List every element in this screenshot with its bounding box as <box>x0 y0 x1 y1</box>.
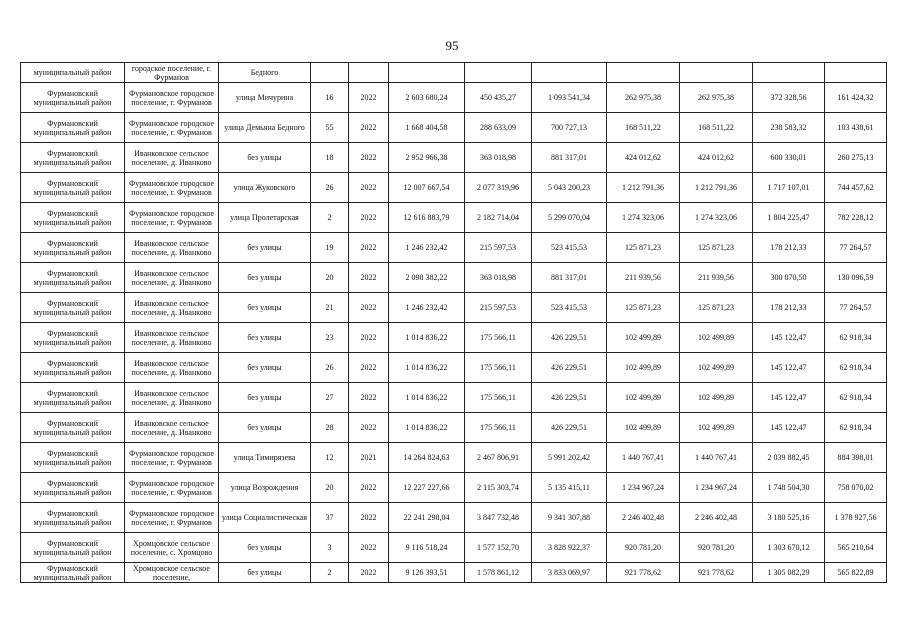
amount-cell: 77 264,57 <box>825 233 887 263</box>
table-row <box>21 383 887 413</box>
amount-cell: 1 274 323,06 <box>607 203 680 233</box>
amount-cell: 300 070,50 <box>753 263 825 293</box>
amount-cell: 1 234 967,24 <box>607 473 680 503</box>
table-row <box>21 563 887 583</box>
municipality-cell: Фурмановский муниципальный район <box>21 293 125 323</box>
amount-cell: 3 833 069,97 <box>532 563 607 583</box>
house-number-cell: 3 <box>311 533 349 563</box>
street-cell: без улицы <box>219 383 311 413</box>
amount-cell: 363 018,98 <box>465 263 532 293</box>
amount-cell: 600 330,01 <box>753 143 825 173</box>
amount-cell: 1 274 323,06 <box>680 203 753 233</box>
amount-cell: 168 511,22 <box>680 113 753 143</box>
amount-cell: 424 012,62 <box>607 143 680 173</box>
amount-cell: 1 578 861,12 <box>465 563 532 583</box>
settlement-cell: Иванковское сельское поселение, д. Иванково <box>125 143 219 173</box>
municipality-cell: Фурмановский муниципальный район <box>21 143 125 173</box>
settlement-cell: Иванковское сельское поселение, д. Иванково <box>125 383 219 413</box>
street-cell: без улицы <box>219 533 311 563</box>
settlement-cell: Хромцовское сельское поселение, с. Хромцово <box>125 533 219 563</box>
year-cell: 2022 <box>349 383 389 413</box>
table-row <box>21 413 887 443</box>
amount-cell: 1 234 967,24 <box>680 473 753 503</box>
amount-cell: 5 043 200,23 <box>532 173 607 203</box>
amount-cell: 5 991 202,42 <box>532 443 607 473</box>
total-cost-cell: 22 241 298,04 <box>389 503 465 533</box>
settlement-cell: Иванковское сельское поселение, д. Иванково <box>125 353 219 383</box>
municipality-cell: муниципальный район <box>21 63 125 83</box>
table-row <box>21 353 887 383</box>
house-number-cell: 55 <box>311 113 349 143</box>
amount-cell: 262 975,38 <box>680 83 753 113</box>
year-cell: 2022 <box>349 563 389 583</box>
amount-cell: 102 499,89 <box>607 323 680 353</box>
amount-cell: 102 499,89 <box>607 353 680 383</box>
page-number: 95 <box>445 38 459 53</box>
year-cell: 2022 <box>349 503 389 533</box>
amount-cell: 782 228,12 <box>825 203 887 233</box>
settlement-cell: Иванковское сельское поселение, д. Иванково <box>125 233 219 263</box>
table-row <box>21 263 887 293</box>
amount-cell: 881 317,01 <box>532 143 607 173</box>
amount-cell: 62 918,34 <box>825 383 887 413</box>
amount-cell: 2 115 303,74 <box>465 473 532 503</box>
house-number-cell: 26 <box>311 173 349 203</box>
settlement-cell: Фурмановское городское поселение, г. Фурманов <box>125 113 219 143</box>
house-number-cell: 26 <box>311 353 349 383</box>
register-table <box>20 62 887 583</box>
street-cell: без улицы <box>219 413 311 443</box>
total-cost-cell: 1 014 836,22 <box>389 383 465 413</box>
amount-cell: 102 499,89 <box>680 353 753 383</box>
house-number-cell: 16 <box>311 83 349 113</box>
total-cost-cell: 9 116 518,24 <box>389 533 465 563</box>
amount-cell: 145 122,47 <box>753 413 825 443</box>
amount-cell: 1 378 927,56 <box>825 503 887 533</box>
house-number-cell: 21 <box>311 293 349 323</box>
total-cost-cell: 2 603 680,24 <box>389 83 465 113</box>
amount-cell: 125 871,23 <box>607 293 680 323</box>
house-number-cell: 28 <box>311 413 349 443</box>
amount-cell <box>825 63 887 83</box>
amount-cell: 450 435,27 <box>465 83 532 113</box>
amount-cell: 178 212,33 <box>753 233 825 263</box>
amount-cell: 125 871,23 <box>680 233 753 263</box>
amount-cell: 426 229,51 <box>532 353 607 383</box>
year-cell: 2021 <box>349 443 389 473</box>
total-cost-cell: 12 227 227,66 <box>389 473 465 503</box>
house-number-cell: 20 <box>311 263 349 293</box>
amount-cell: 215 597,53 <box>465 233 532 263</box>
amount-cell: 2 182 714,04 <box>465 203 532 233</box>
total-cost-cell: 1 668 404,58 <box>389 113 465 143</box>
house-number-cell: 23 <box>311 323 349 353</box>
street-cell: улица Тимирязева <box>219 443 311 473</box>
amount-cell: 9 341 307,88 <box>532 503 607 533</box>
amount-cell: 1 305 082,29 <box>753 563 825 583</box>
year-cell: 2022 <box>349 473 389 503</box>
table-row <box>21 173 887 203</box>
amount-cell: 175 566,11 <box>465 413 532 443</box>
total-cost-cell: 1 014 836,22 <box>389 323 465 353</box>
amount-cell: 125 871,23 <box>680 293 753 323</box>
settlement-cell: Фурмановское городское поселение, г. Фурманов <box>125 443 219 473</box>
municipality-cell: Фурмановский муниципальный район <box>21 473 125 503</box>
amount-cell: 62 918,34 <box>825 413 887 443</box>
table-row <box>21 503 887 533</box>
settlement-cell: Фурмановское городское поселение, г. Фурманов <box>125 503 219 533</box>
year-cell: 2022 <box>349 413 389 443</box>
amount-cell: 920 781,20 <box>680 533 753 563</box>
amount-cell: 1 717 107,01 <box>753 173 825 203</box>
settlement-cell: городское поселение, г. Фурманов <box>125 63 219 83</box>
year-cell: 2022 <box>349 113 389 143</box>
year-cell: 2022 <box>349 173 389 203</box>
total-cost-cell: 2 098 382,22 <box>389 263 465 293</box>
amount-cell: 921 778,62 <box>680 563 753 583</box>
amount-cell: 1 440 767,41 <box>607 443 680 473</box>
amount-cell: 700 727,13 <box>532 113 607 143</box>
street-cell: без улицы <box>219 563 311 583</box>
amount-cell: 5 299 070,04 <box>532 203 607 233</box>
municipality-cell: Фурмановский муниципальный район <box>21 533 125 563</box>
amount-cell: 372 328,56 <box>753 83 825 113</box>
settlement-cell: Фурмановское городское поселение, г. Фурманов <box>125 83 219 113</box>
house-number-cell: 2 <box>311 563 349 583</box>
street-cell: улица Демьяна Бедного <box>219 113 311 143</box>
table-row <box>21 443 887 473</box>
amount-cell: 920 781,20 <box>607 533 680 563</box>
house-number-cell: 19 <box>311 233 349 263</box>
total-cost-cell: 9 126 393,51 <box>389 563 465 583</box>
total-cost-cell: 12 007 667,54 <box>389 173 465 203</box>
street-cell: без улицы <box>219 233 311 263</box>
street-cell: улица Социалистическая <box>219 503 311 533</box>
amount-cell: 102 499,89 <box>607 383 680 413</box>
total-cost-cell: 1 246 232,42 <box>389 233 465 263</box>
street-cell: без улицы <box>219 293 311 323</box>
amount-cell: 1 303 670,12 <box>753 533 825 563</box>
amount-cell: 62 918,34 <box>825 353 887 383</box>
municipality-cell: Фурмановский муниципальный район <box>21 443 125 473</box>
year-cell <box>349 63 389 83</box>
house-number-cell: 27 <box>311 383 349 413</box>
house-number-cell: 12 <box>311 443 349 473</box>
municipality-cell: Фурмановский муниципальный район <box>21 503 125 533</box>
amount-cell: 211 939,56 <box>607 263 680 293</box>
settlement-cell: Иванковское сельское поселение, д. Иванково <box>125 263 219 293</box>
street-cell: без улицы <box>219 143 311 173</box>
total-cost-cell: 12 616 883,79 <box>389 203 465 233</box>
amount-cell: 145 122,47 <box>753 353 825 383</box>
year-cell: 2022 <box>349 353 389 383</box>
amount-cell: 3 847 732,48 <box>465 503 532 533</box>
amount-cell: 523 415,53 <box>532 233 607 263</box>
table-row <box>21 113 887 143</box>
amount-cell: 424 012,62 <box>680 143 753 173</box>
amount-cell: 921 778,62 <box>607 563 680 583</box>
amount-cell: 288 633,09 <box>465 113 532 143</box>
amount-cell: 426 229,51 <box>532 413 607 443</box>
year-cell: 2022 <box>349 83 389 113</box>
municipality-cell: Фурмановский муниципальный район <box>21 563 125 583</box>
house-number-cell <box>311 63 349 83</box>
amount-cell: 215 597,53 <box>465 293 532 323</box>
amount-cell: 130 096,59 <box>825 263 887 293</box>
settlement-cell: Иванковское сельское поселение, д. Иванково <box>125 413 219 443</box>
street-cell: без улицы <box>219 323 311 353</box>
amount-cell: 102 499,89 <box>680 323 753 353</box>
street-cell: улица Возрождения <box>219 473 311 503</box>
amount-cell: 1 440 767,41 <box>680 443 753 473</box>
year-cell: 2022 <box>349 143 389 173</box>
year-cell: 2022 <box>349 233 389 263</box>
amount-cell: 565 822,89 <box>825 563 887 583</box>
amount-cell <box>607 63 680 83</box>
amount-cell: 5 135 415,11 <box>532 473 607 503</box>
amount-cell: 744 457,62 <box>825 173 887 203</box>
street-cell: улица Мичурина <box>219 83 311 113</box>
municipality-cell: Фурмановский муниципальный район <box>21 173 125 203</box>
amount-cell: 262 975,38 <box>607 83 680 113</box>
amount-cell: 426 229,51 <box>532 383 607 413</box>
amount-cell: 565 210,64 <box>825 533 887 563</box>
amount-cell: 884 398,01 <box>825 443 887 473</box>
amount-cell: 102 499,89 <box>680 383 753 413</box>
amount-cell: 145 122,47 <box>753 383 825 413</box>
settlement-cell: Иванковское сельское поселение, д. Иванково <box>125 323 219 353</box>
amount-cell: 260 275,13 <box>825 143 887 173</box>
amount-cell: 62 918,34 <box>825 323 887 353</box>
amount-cell <box>753 63 825 83</box>
municipality-cell: Фурмановский муниципальный район <box>21 383 125 413</box>
municipality-cell: Фурмановский муниципальный район <box>21 323 125 353</box>
street-cell: без улицы <box>219 263 311 293</box>
amount-cell: 426 229,51 <box>532 323 607 353</box>
house-number-cell: 2 <box>311 203 349 233</box>
amount-cell <box>532 63 607 83</box>
total-cost-cell: 14 264 824,63 <box>389 443 465 473</box>
amount-cell: 175 566,11 <box>465 353 532 383</box>
house-number-cell: 18 <box>311 143 349 173</box>
municipality-cell: Фурмановский муниципальный район <box>21 233 125 263</box>
amount-cell: 1 804 225,47 <box>753 203 825 233</box>
settlement-cell: Иванковское сельское поселение, д. Иванково <box>125 293 219 323</box>
amount-cell: 3 828 922,37 <box>532 533 607 563</box>
amount-cell: 102 499,89 <box>607 413 680 443</box>
amount-cell: 161 424,32 <box>825 83 887 113</box>
table-row <box>21 293 887 323</box>
amount-cell: 175 566,11 <box>465 383 532 413</box>
amount-cell: 3 180 525,16 <box>753 503 825 533</box>
settlement-cell: Хромцовское сельское поселение, <box>125 563 219 583</box>
total-cost-cell <box>389 63 465 83</box>
table-row <box>21 203 887 233</box>
amount-cell: 2 467 806,91 <box>465 443 532 473</box>
table-row <box>21 63 887 83</box>
total-cost-cell: 1 014 836,22 <box>389 413 465 443</box>
amount-cell <box>680 63 753 83</box>
amount-cell: 168 511,22 <box>607 113 680 143</box>
municipality-cell: Фурмановский муниципальный район <box>21 263 125 293</box>
settlement-cell: Фурмановское городское поселение, г. Фурманов <box>125 473 219 503</box>
amount-cell: 2 039 882,45 <box>753 443 825 473</box>
street-cell: без улицы <box>219 353 311 383</box>
amount-cell: 145 122,47 <box>753 323 825 353</box>
municipality-cell: Фурмановский муниципальный район <box>21 83 125 113</box>
table-row <box>21 83 887 113</box>
house-number-cell: 37 <box>311 503 349 533</box>
amount-cell: 102 499,89 <box>680 413 753 443</box>
table-row <box>21 533 887 563</box>
amount-cell: 211 939,56 <box>680 263 753 293</box>
municipality-cell: Фурмановский муниципальный район <box>21 353 125 383</box>
amount-cell: 523 415,53 <box>532 293 607 323</box>
street-cell: улица Пролетарская <box>219 203 311 233</box>
table-row <box>21 143 887 173</box>
amount-cell: 125 871,23 <box>607 233 680 263</box>
year-cell: 2022 <box>349 203 389 233</box>
amount-cell: 238 583,32 <box>753 113 825 143</box>
house-number-cell: 20 <box>311 473 349 503</box>
amount-cell: 881 317,01 <box>532 263 607 293</box>
street-cell: улица Жуковского <box>219 173 311 203</box>
amount-cell: 2 246 402,48 <box>607 503 680 533</box>
settlement-cell: Фурмановское городское поселение, г. Фурманов <box>125 173 219 203</box>
amount-cell: 1 093 541,34 <box>532 83 607 113</box>
table-row <box>21 473 887 503</box>
year-cell: 2022 <box>349 263 389 293</box>
year-cell: 2022 <box>349 533 389 563</box>
street-cell: Бедного <box>219 63 311 83</box>
amount-cell: 758 070,02 <box>825 473 887 503</box>
amount-cell: 2 246 402,48 <box>680 503 753 533</box>
amount-cell: 1 212 791,36 <box>607 173 680 203</box>
amount-cell: 175 566,11 <box>465 323 532 353</box>
municipality-cell: Фурмановский муниципальный район <box>21 413 125 443</box>
amount-cell: 77 264,57 <box>825 293 887 323</box>
total-cost-cell: 1 246 232,42 <box>389 293 465 323</box>
amount-cell: 2 077 319,96 <box>465 173 532 203</box>
amount-cell: 1 748 504,30 <box>753 473 825 503</box>
total-cost-cell: 1 014 836,22 <box>389 353 465 383</box>
amount-cell: 103 438,61 <box>825 113 887 143</box>
amount-cell: 1 212 791,36 <box>680 173 753 203</box>
municipality-cell: Фурмановский муниципальный район <box>21 203 125 233</box>
amount-cell <box>465 63 532 83</box>
year-cell: 2022 <box>349 323 389 353</box>
table-row <box>21 323 887 353</box>
amount-cell: 363 018,98 <box>465 143 532 173</box>
municipality-cell: Фурмановский муниципальный район <box>21 113 125 143</box>
total-cost-cell: 2 952 966,38 <box>389 143 465 173</box>
table-row <box>21 233 887 263</box>
amount-cell: 178 212,33 <box>753 293 825 323</box>
amount-cell: 1 577 152,70 <box>465 533 532 563</box>
year-cell: 2022 <box>349 293 389 323</box>
settlement-cell: Фурмановское городское поселение, г. Фурманов <box>125 203 219 233</box>
